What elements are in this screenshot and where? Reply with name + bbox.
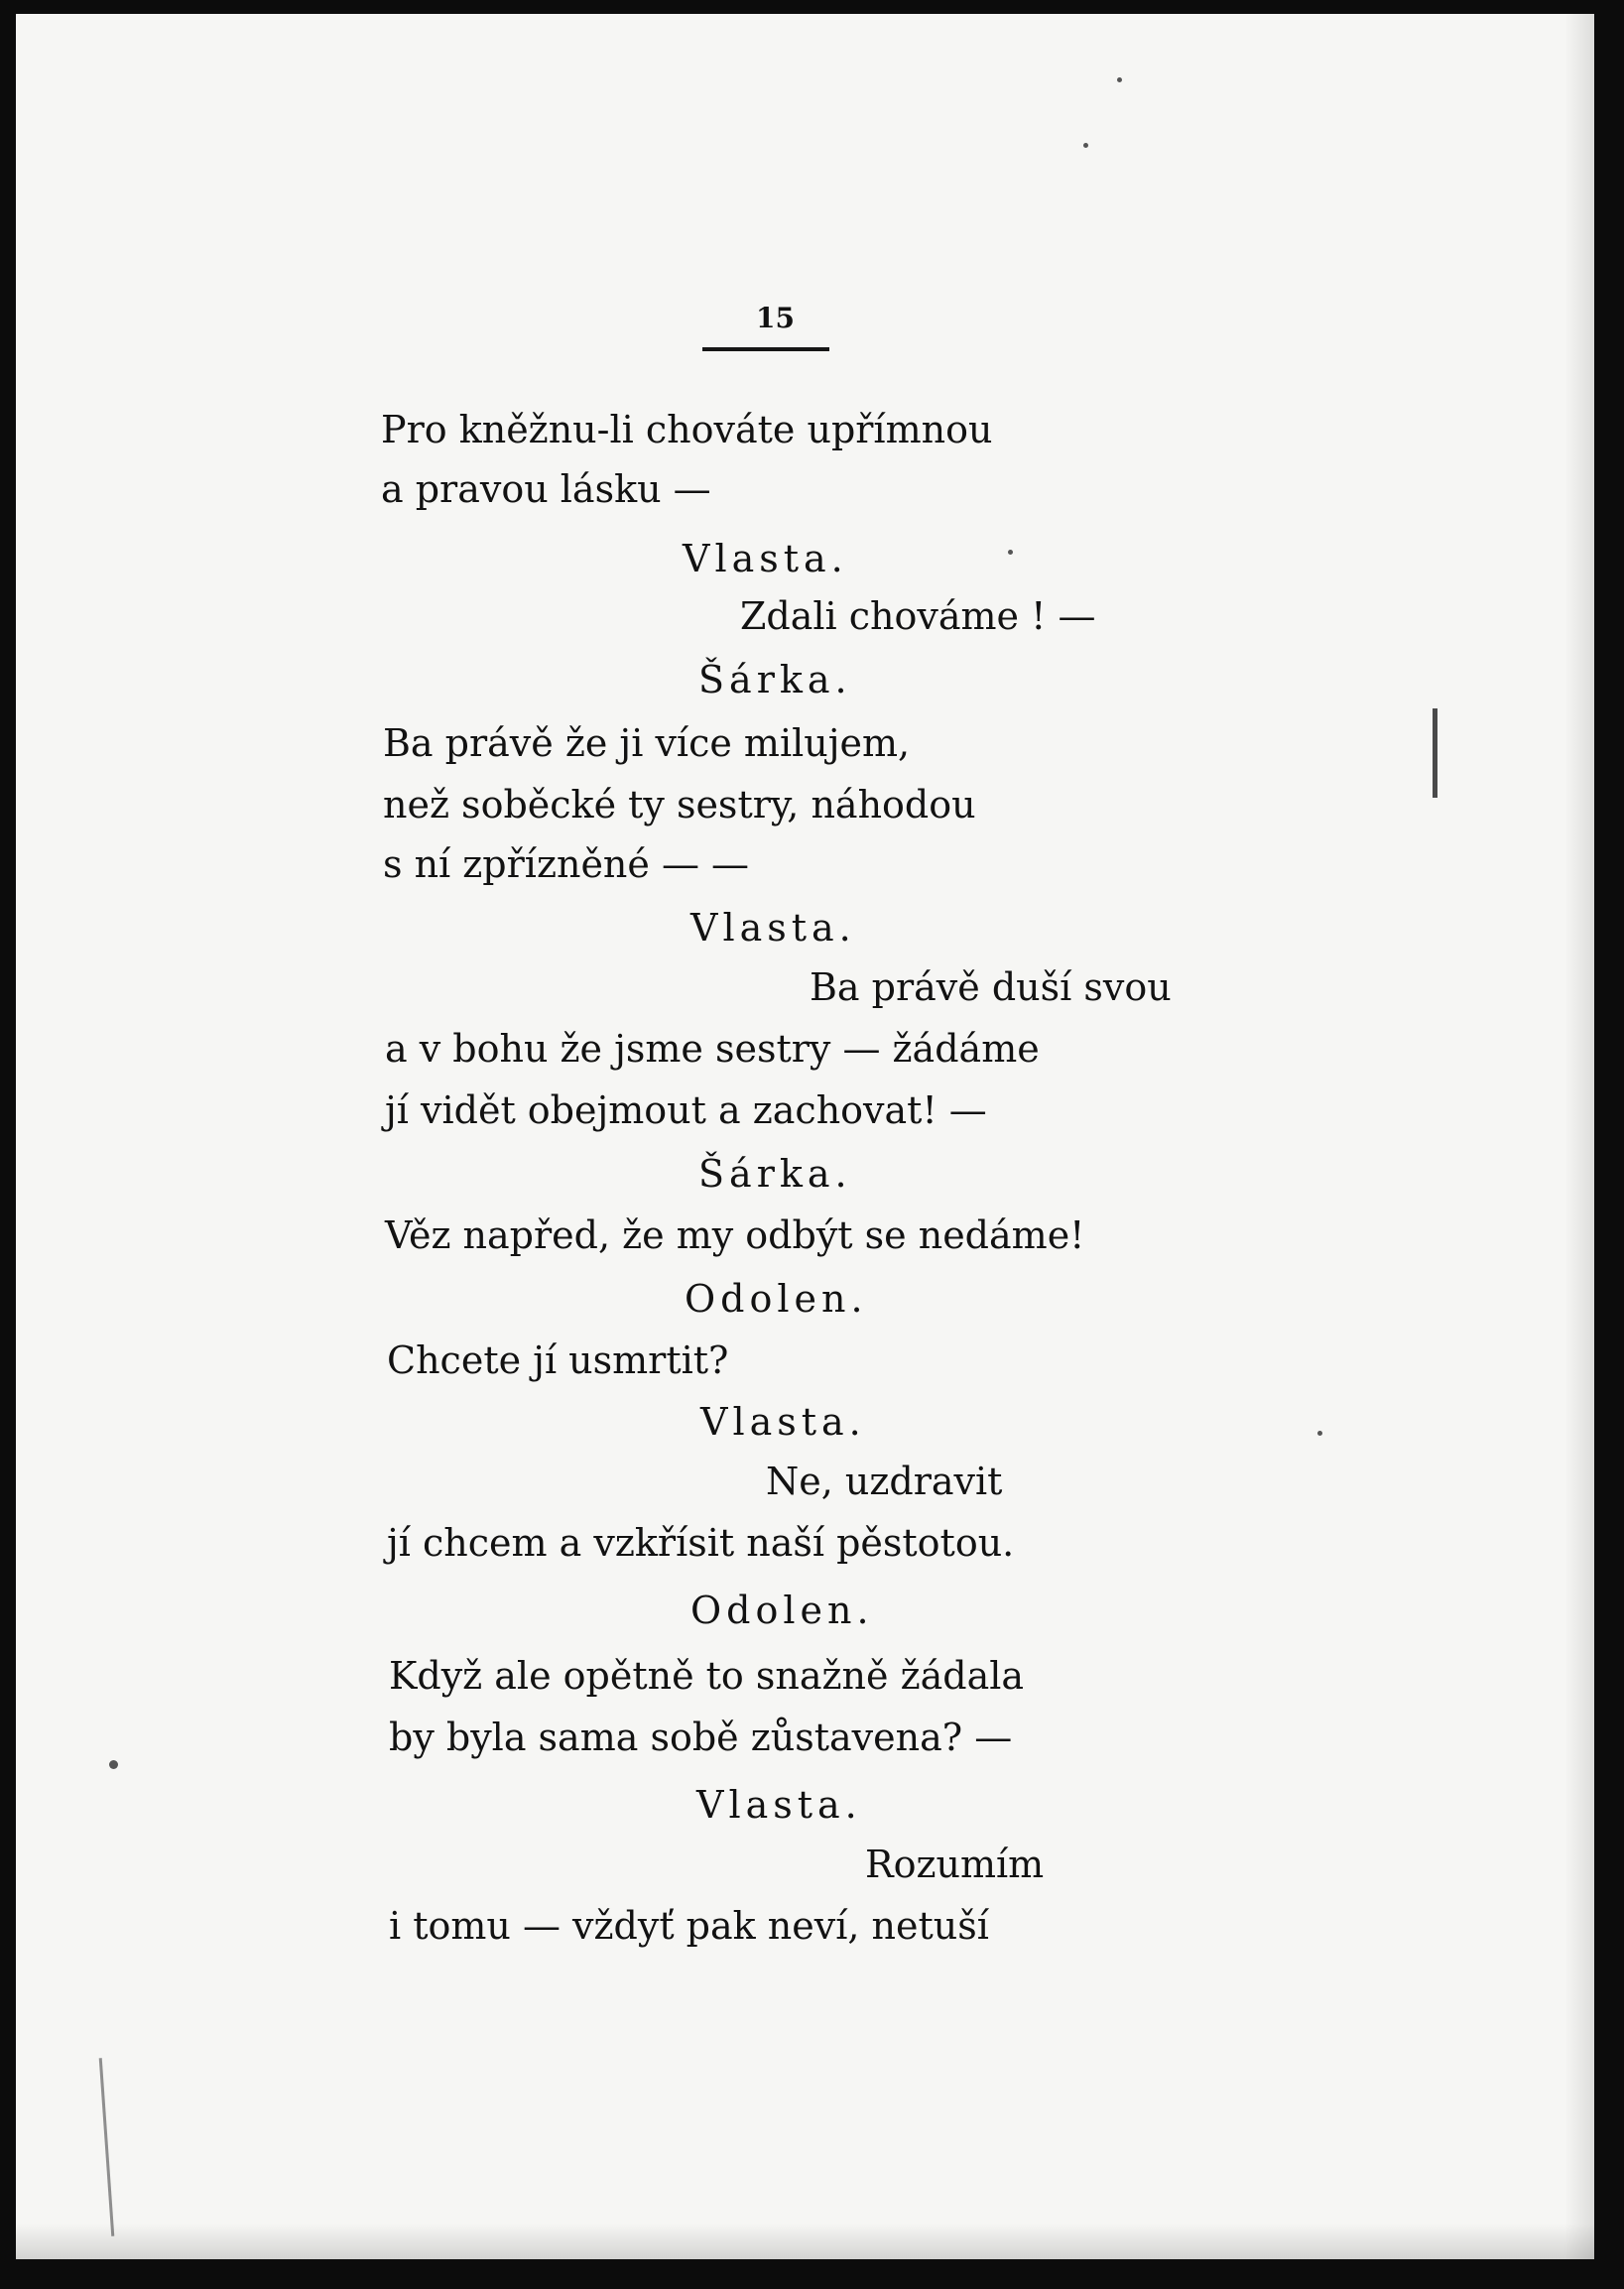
verse-line: Zdali chováme ! —: [740, 594, 1096, 638]
verse-line: Pro kněžnu-li chováte upřímnou: [381, 408, 993, 451]
speaker-name: Odolen.: [690, 1589, 874, 1632]
verse-line: a pravou lásku —: [381, 467, 711, 511]
speaker-name: Šárka.: [698, 658, 852, 701]
speaker-name: Vlasta.: [683, 537, 848, 580]
verse-line: Chcete jí usmrtit?: [387, 1338, 729, 1382]
scan-mark: [99, 2058, 115, 2236]
book-page: [16, 14, 1594, 2259]
page-edge-shadow: [1564, 14, 1594, 2259]
scan-speck: [109, 1760, 118, 1769]
page-number: 15: [756, 302, 795, 334]
speaker-name: Odolen.: [685, 1277, 868, 1321]
verse-line: a v bohu že jsme sestry — žádáme: [385, 1027, 1040, 1071]
verse-line: než soběcké ty sestry, náhodou: [383, 783, 976, 827]
scan-speck: [1008, 550, 1013, 555]
speaker-name: Šárka.: [698, 1152, 852, 1196]
page-edge-shadow: [16, 2224, 1594, 2259]
verse-line: Rozumím: [865, 1843, 1045, 1886]
speaker-name: Vlasta.: [690, 906, 856, 950]
verse-line: jí chcem a vzkřísit naší pěstotou.: [387, 1521, 1015, 1565]
verse-line: by byla sama sobě zůstavena? —: [389, 1716, 1013, 1759]
verse-line: Ne, uzdravit: [766, 1460, 1003, 1503]
scan-speck: [1117, 77, 1122, 82]
verse-line: Ba právě duší svou: [810, 965, 1172, 1009]
verse-line: Ba právě že ji více milujem,: [383, 721, 911, 765]
speaker-name: Vlasta.: [700, 1400, 866, 1444]
scan-speck: [1083, 143, 1088, 148]
speaker-name: Vlasta.: [696, 1783, 862, 1827]
verse-line: jí vidět obejmout a zachovat! —: [385, 1088, 987, 1132]
scan-speck: [1317, 1431, 1322, 1436]
verse-line: s ní zpřízněné — —: [383, 842, 750, 886]
verse-line: i tomu — vždyť pak neví, netuší: [389, 1904, 989, 1948]
page-number-rule: [702, 347, 829, 351]
scan-mark: [1433, 708, 1437, 798]
verse-line: Když ale opětně to snažně žádala: [389, 1654, 1025, 1698]
verse-line: Věz napřed, že my odbýt se nedáme!: [385, 1213, 1085, 1257]
